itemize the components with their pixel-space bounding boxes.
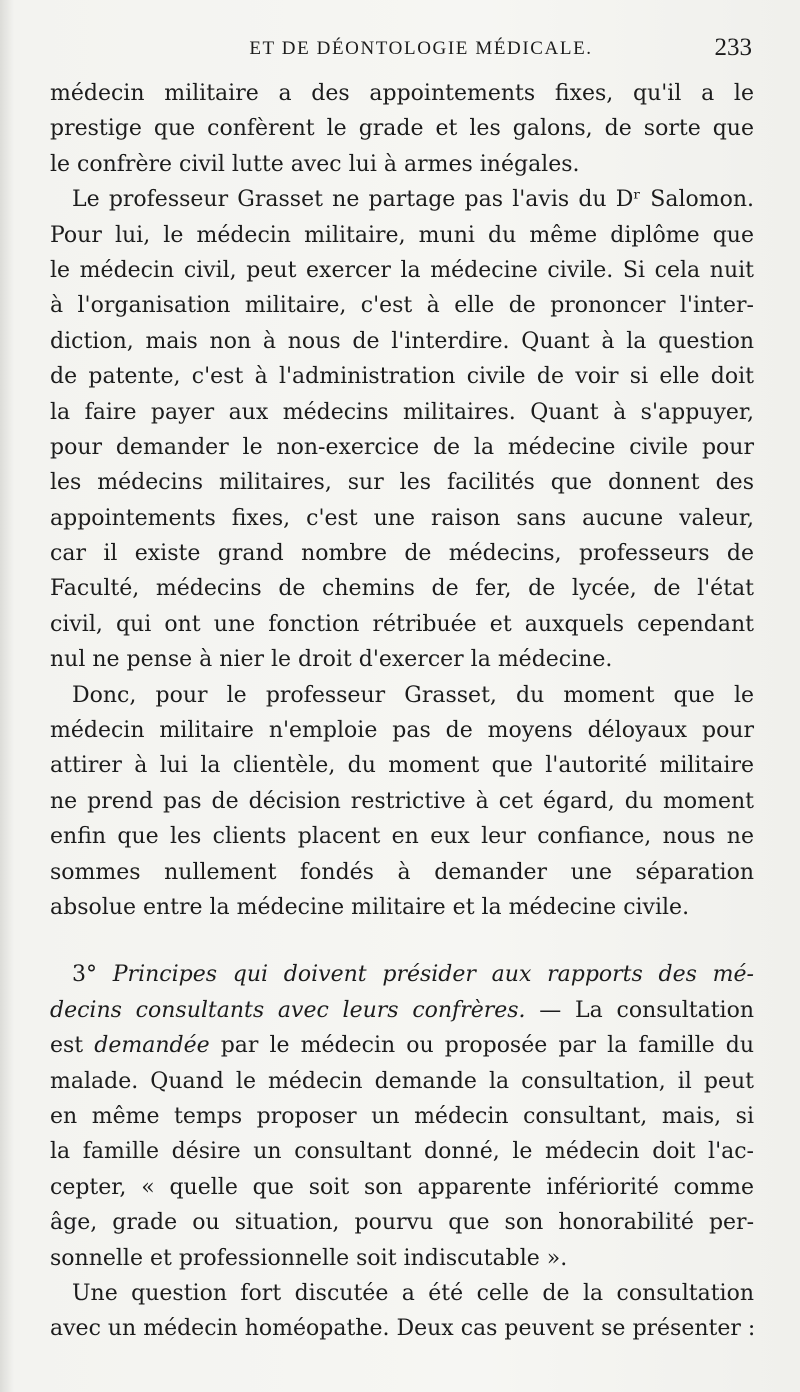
section-heading-italic: decins consultants avec leurs confrères.: [50, 997, 526, 1023]
paragraph-3: [50, 678, 754, 926]
text-line: Le professeur Grasset ne partage pas l'avis du Dʳ Salomon.: [72, 187, 754, 213]
text-line: Faculté, médecins de chemins de fer, de lycée, de l'état: [50, 576, 754, 602]
text-line: sonnelle et professionnelle soit indiscutable ».: [50, 1245, 568, 1271]
text-line: enfin que les clients placent en eux leur confiance, nous ne: [50, 824, 754, 850]
text-line: la famille désire un consultant donné, le médecin doit l'ac-: [50, 1139, 754, 1165]
text-line: malade. Quand le médecin demande la consultation, il peut: [50, 1068, 754, 1094]
text-line: [50, 1028, 754, 1063]
page-number: 233: [714, 34, 752, 61]
paragraph-1: [50, 76, 754, 182]
text-line: de patente, c'est à l'administration civile de voir si elle doit: [50, 364, 754, 390]
text-fragment: par le médecin ou proposée par la famille du: [209, 1033, 754, 1059]
text-line: âge, grade ou situation, pourvu que son honorabilité per-: [50, 1210, 754, 1236]
text-line: attirer à lui la clientèle, du moment que l'autorité militaire: [50, 753, 754, 779]
text-line: la faire payer aux médecins militaires. Quant à s'appuyer,: [50, 399, 754, 425]
text-line: avec un médecin homéopathe. Deux cas peuvent se présenter :: [50, 1316, 756, 1342]
text-line: en même temps proposer un médecin consultant, mais, si: [50, 1103, 754, 1129]
text-line: pour demander le non-exercice de la médecine civile pour: [50, 434, 754, 460]
text-line: le médecin civil, peut exercer la médecine civile. Si cela nuit: [50, 257, 754, 283]
text-line: nul ne pense à nier le droit d'exercer la médecine.: [50, 647, 613, 673]
text-line: le confrère civil lutte avec lui à armes inégales.: [50, 151, 580, 177]
running-head: [48, 32, 754, 72]
text-line: civil, qui ont une fonction rétribuée et auxquels cependant: [50, 611, 754, 637]
text-fragment: — La consultation: [525, 997, 755, 1023]
paragraph-final: [50, 1276, 754, 1347]
section-spacer: [50, 925, 754, 957]
text-line: sommes nullement fondés à demander une séparation: [50, 859, 754, 885]
text-line: à l'organisation militaire, c'est à elle de prononcer l'inter-: [50, 293, 754, 319]
emphasis-demandee: demandée: [94, 1033, 210, 1059]
section-number: 3°: [72, 962, 97, 988]
text-line: médecin militaire n'emploie pas de moyens déloyaux pour: [50, 718, 754, 744]
text-line: Une question fort discutée a été celle de la consultation: [72, 1280, 754, 1306]
text-line: les médecins militaires, sur les facilités que donnent des: [50, 470, 754, 496]
text-fragment: est: [50, 1033, 95, 1059]
text-line: Donc, pour le professeur Grasset, du moment que le: [72, 682, 754, 708]
page-body: [50, 76, 754, 1347]
section-heading-italic: Principes qui doivent présider aux rapports des mé-: [112, 962, 754, 988]
text-line: Pour lui, le médecin militaire, muni du même diplôme que: [50, 222, 754, 248]
running-title: ET DE DÉONTOLOGIE MÉDICALE.: [249, 38, 593, 59]
text-line: médecin militaire a des appointements fixes, qu'il a le: [50, 81, 754, 106]
text-line: ne prend pas de décision restrictive à cet égard, du moment: [50, 788, 754, 814]
text-line: appointements fixes, c'est une raison sans aucune valeur,: [50, 505, 754, 531]
text-line: car il existe grand nombre de médecins, professeurs de: [50, 541, 754, 567]
section-heading-line: [50, 957, 754, 992]
text-line: prestige que confèrent le grade et les galons, de sorte que: [50, 116, 754, 142]
text-line: diction, mais non à nous de l'interdire. Quant à la question: [50, 328, 754, 354]
paragraph-2: [50, 182, 754, 677]
section-principes: [50, 957, 754, 1276]
text-line: cepter, « quelle que soit son apparente infériorité comme: [50, 1174, 754, 1200]
text-line: absolue entre la médecine militaire et la médecine civile.: [50, 894, 690, 920]
section-heading-line: [50, 993, 754, 1028]
